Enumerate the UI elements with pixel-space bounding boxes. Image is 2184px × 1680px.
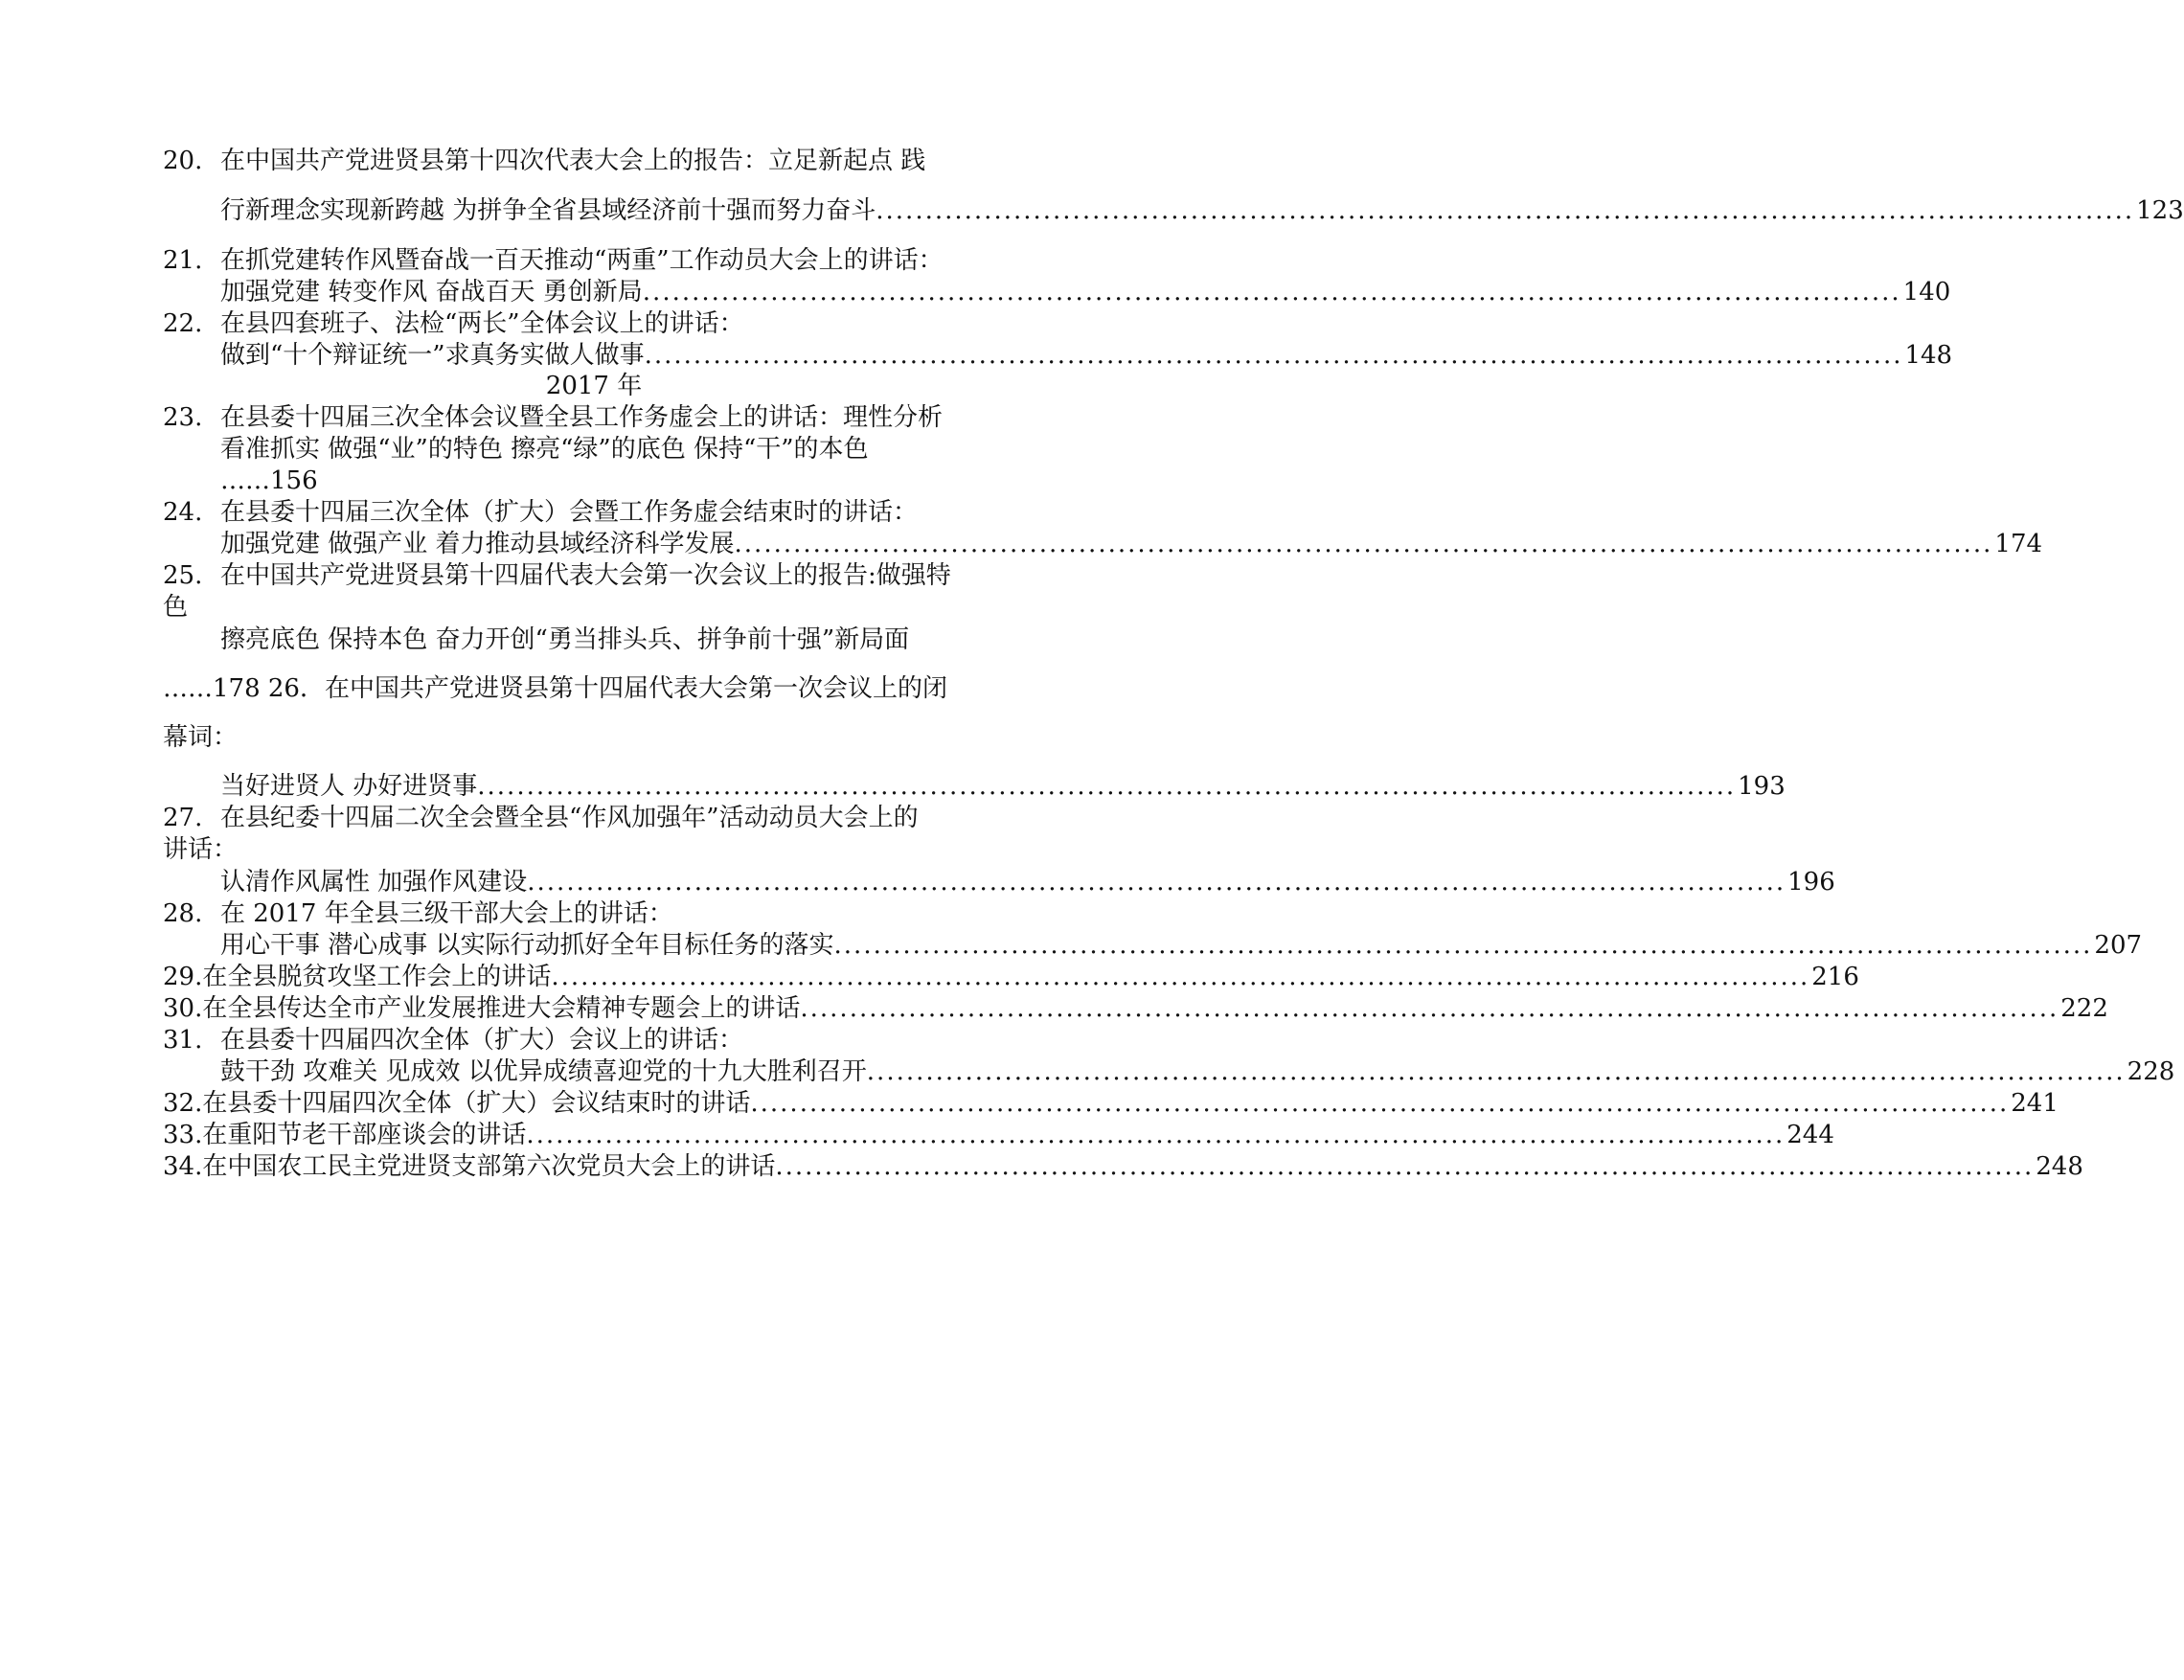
leader-dots: ................................................................................................................................ [477, 772, 1737, 801]
toc-entry-22-line2[interactable]: 做到“十个辩证统一”求真务实做人做事 ................................................................................................................................ 148 [220, 341, 1953, 370]
toc-entry-25-line1: 25. 在中国共产党进贤县第十四届代表大会第一次会议上的报告:做强特 [163, 561, 951, 590]
toc-entry-24-line1: 24. 在县委十四届三次全体（扩大）会暨工作务虚会结束时的讲话： [163, 498, 919, 527]
leader-dots: ................................................................................................................................ [642, 278, 1901, 306]
leader-dots: ................................................................................................................................ [644, 341, 1903, 370]
toc-entry-27-line1: 27. 在县纪委十四届二次全会暨全县“作风加强年”活动动员大会上的 [163, 804, 919, 832]
toc-entry-27-line2[interactable]: 认清作风属性 加强作风建设 ................................................................................................................................ 196 [220, 868, 1835, 897]
leader-dots: ................................................................................................................................ [876, 196, 2135, 225]
toc-entry-24-line2[interactable]: 加强党建 做强产业 着力推动县域经济科学发展 ................................................................................................................................ 174 [220, 530, 2043, 558]
toc-entry-20-line1: 20. 在中国共产党进贤县第十四次代表大会上的报告：立足新起点 践 [163, 147, 926, 175]
toc-entry-21-line1: 21. 在抓党建转作风暨奋战一百天推动“两重”工作动员大会上的讲话： [163, 246, 944, 275]
toc-entry-28-line2[interactable]: 用心干事 潜心成事 以实际行动抓好全年目标任务的落实 ................................................................................................................................ 207 [220, 931, 2143, 960]
page-number: 148 [1904, 341, 1953, 370]
toc-entry-23-line2: 看准抓实 做强“业”的特色 擦亮“绿”的底色 保持“干”的本色 [220, 435, 869, 464]
page-number: 140 [1902, 278, 1951, 306]
leader-dots: ................................................................................................................................ [800, 994, 2059, 1023]
year-heading: 2017 年 [545, 372, 643, 400]
toc-entry-21-line2[interactable]: 加强党建 转变作风 奋战百天 勇创新局 ................................................................................................................................ 140 [220, 278, 1951, 306]
toc-entry-25-line3[interactable]: ……178 26．在中国共产党进贤县第十四届代表大会第一次会议上的闭 [163, 674, 947, 703]
toc-entry-26-heading-tail: 幕词： [163, 723, 239, 752]
page-number: 222 [2060, 994, 2108, 1023]
leader-dots: ................................................................................................................................ [775, 1152, 2035, 1181]
toc-entry-22-line1: 22. 在县四套班子、法检“两长”全体会议上的讲话： [163, 309, 744, 338]
toc-entry-34[interactable]: 34. 在中国农工民主党进贤支部第六次党员大会上的讲话 ................................................................................................................................ 248 [163, 1152, 2083, 1181]
toc-entry-23-line1: 23. 在县委十四届三次全体会议暨全县工作务虚会上的讲话：理性分析 [163, 403, 944, 432]
toc-entry-25-line2: 擦亮底色 保持本色 奋力开创“勇当排头兵、拼争前十强”新局面 [220, 625, 910, 654]
toc-entry-30[interactable]: 30. 在全县传达全市产业发展推进大会精神专题会上的讲话 ................................................................................................................................ 222 [163, 994, 2108, 1023]
toc-entry-23-line3[interactable]: ……156 [220, 466, 318, 495]
leader-dots: ................................................................................................................................ [527, 868, 1786, 897]
toc-entry-31-line2[interactable]: 鼓干劲 攻难关 见成效 以优异成绩喜迎党的十九大胜利召开 ................................................................................................................................ 228 [220, 1057, 2175, 1086]
leader-dots: ................................................................................................................................ [833, 931, 2093, 960]
toc-entry-31-line1: 31. 在县委十四届四次全体（扩大）会议上的讲话： [163, 1026, 744, 1055]
page-number: 174 [1994, 530, 2043, 558]
leader-dots: ................................................................................................................................ [750, 1089, 2010, 1118]
page-number: 193 [1738, 772, 1786, 801]
toc-entry-25-line1b: 色 [163, 593, 189, 622]
toc-entry-27-line1b: 讲话： [163, 835, 239, 864]
leader-dots: ................................................................................................................................ [551, 963, 1810, 991]
page-number: 241 [2011, 1089, 2059, 1118]
toc-entry-28-line1: 28. 在 2017 年全县三级干部大会上的讲话： [163, 899, 673, 928]
page-number: 216 [1811, 963, 1859, 991]
toc-entry-26-line1[interactable]: 当好进贤人 办好进贤事 ................................................................................................................................ 193 [220, 772, 1786, 801]
page-number: 244 [1786, 1121, 1834, 1149]
leader-dots: ................................................................................................................................ [866, 1057, 2126, 1086]
toc-entry-32[interactable]: 32. 在县委十四届四次全体（扩大）会议结束时的讲话 ................................................................................................................................ 241 [163, 1089, 2059, 1118]
page-number: 123 [2136, 196, 2184, 225]
page-number: 228 [2127, 1057, 2175, 1086]
toc-entry-20-line2[interactable]: 行新理念实现新跨越 为拼争全省县域经济前十强而努力奋斗 ................................................................................................................................ 123 [220, 196, 2184, 225]
page-number: 248 [2036, 1152, 2083, 1181]
leader-dots: ................................................................................................................................ [734, 530, 1993, 558]
leader-dots: ................................................................................................................................ [526, 1121, 1786, 1149]
page-number: 207 [2094, 931, 2143, 960]
toc-entry-29[interactable]: 29. 在全县脱贫攻坚工作会上的讲话 ................................................................................................................................ 216 [163, 963, 1859, 991]
toc-entry-33[interactable]: 33. 在重阳节老干部座谈会的讲话 ................................................................................................................................ 244 [163, 1121, 1834, 1149]
page-number: 196 [1787, 868, 1835, 897]
